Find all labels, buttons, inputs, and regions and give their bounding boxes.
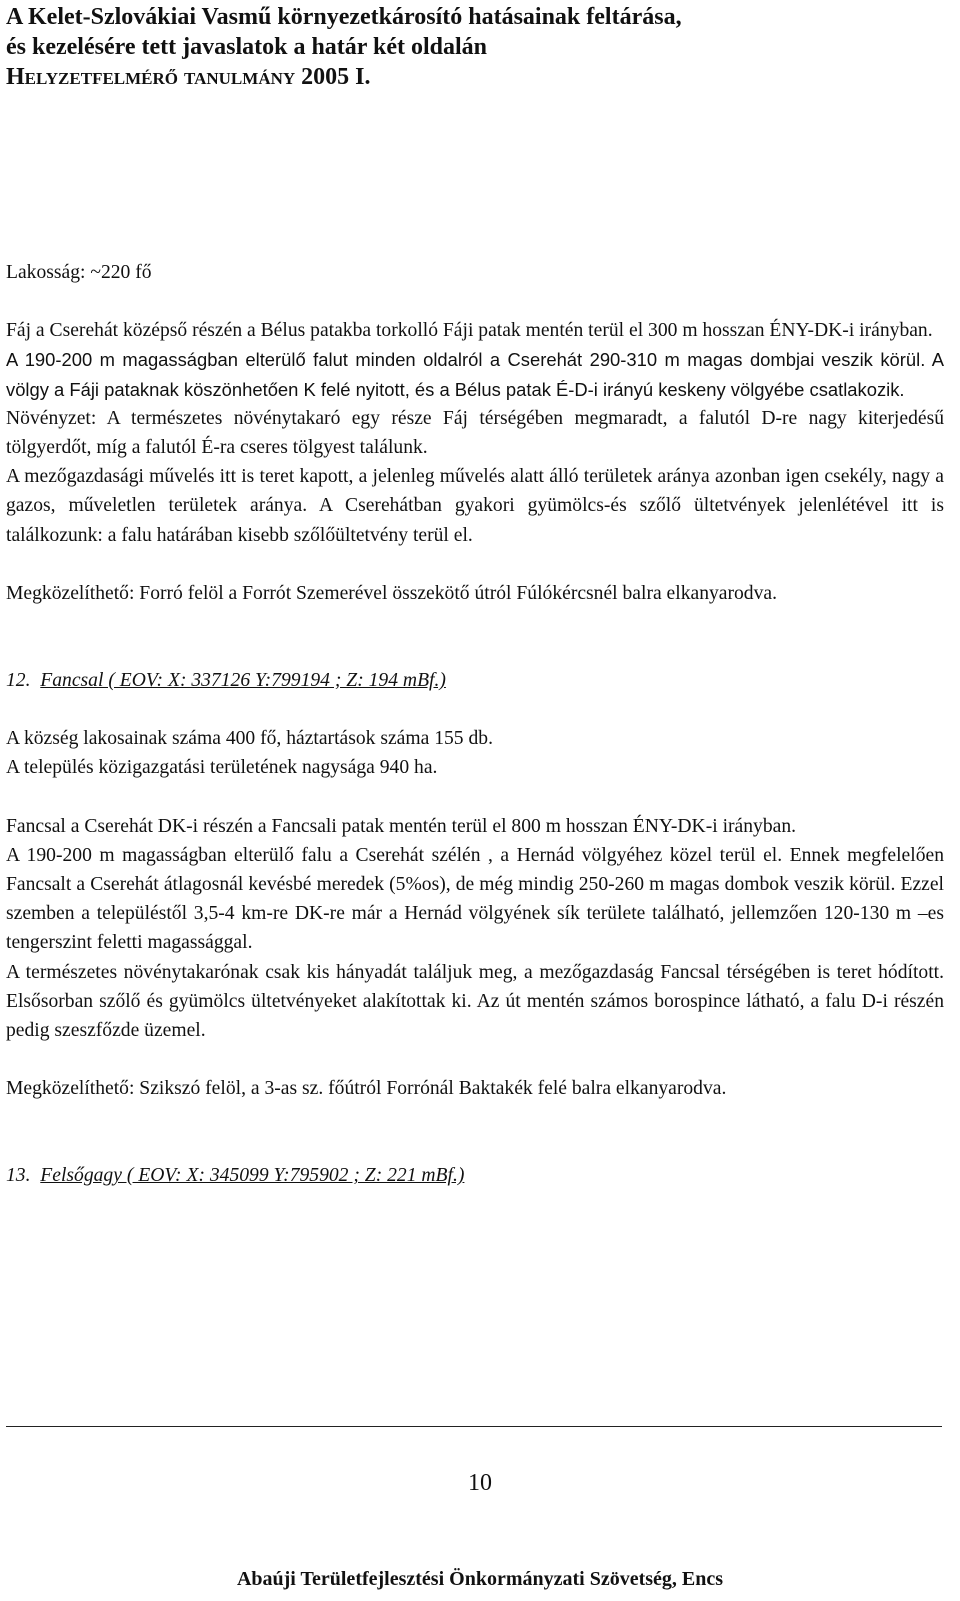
document-body	[6, 258, 944, 1191]
population-line: Lakosság: ~220 fő	[6, 262, 152, 283]
section-number: 13.	[6, 1165, 31, 1187]
section-heading-12	[6, 666, 944, 695]
paragraph-vegetation: A természetes növénytakarónak csak kis hányadát találjuk meg, a mezőgazdaság Fancsal térségében is teret hódított. Elsősorban szőlő és gyümölcs ültetvényeket alakítottak ki. Az út mentén számos borospince látható, a falu D-i részén pedig szeszfőzde üzemel.	[6, 961, 944, 1042]
paragraph-access: Megközelíthető: Forró felöl a Forrót Szemerével összekötő útról Fúlókércsnél balra elkanyarodva.	[6, 582, 777, 604]
header-title-line-1: A Kelet-Szlovákiai Vasmű környezetkárosító hatásainak feltárása,	[6, 4, 682, 30]
section-title-link[interactable]: Fancsal ( EOV: X: 337126 Y:799194 ; Z: 194 mBf.)	[40, 670, 446, 692]
paragraph-access: Megközelíthető: Szikszó felöl, a 3-as sz. főútról Forrónál Baktakék felé balra elkanyarodva.	[6, 1078, 727, 1100]
paragraph-agriculture: A mezőgazdasági művelés itt is teret kapott, a jelenleg művelés alatt álló területek aránya azonban igen csekély, nagy a gazos, műveletlen területek aránya. A Cserehátban gyakori gyümölcs-és szőlő ültetvények jelenlétével itt is találkozunk: a falu határában kisebb szőlőültetvény terül el.	[6, 466, 944, 546]
section-heading-13	[6, 1161, 944, 1190]
footer-organization: Abaúji Területfejlesztési Önkormányzati Szövetség, Encs	[236, 1568, 724, 1590]
page-number: 10	[468, 1470, 492, 1496]
paragraph-relief: A 190-200 m magasságban elterülő falu a Cserehát szélén , a Hernád völgyéhez közel terül el. Ennek megfelelően Fancsalt a Cserehát átlagosnál kevésbé meredek (5%os), de még mindig 250-260 m magas dombok veszik körül. Ezzel szemben a településtől 3,5-4 km-re DK-re már a Hernád völgyének sík területe található, jellemzően 120-130 m –es tengerszint feletti magassággal.	[6, 844, 944, 954]
paragraph-residents: A község lakosainak száma 400 fő, háztartások száma 155 db.	[6, 728, 493, 750]
section-title-link[interactable]: Felsőgagy ( EOV: X: 345099 Y:795902 ; Z: 221 mBf.)	[40, 1165, 465, 1187]
paragraph-location: Fáj a Cserehát középső részén a Bélus patakba torkolló Fáji patak mentén terül el 300 m hosszan ÉNY-DK-i irányban.	[6, 320, 933, 342]
paragraph-vegetation: Növényzet: A természetes növénytakaró egy része Fáj térségében megmaradt, a falutól D-re nagy kiterjedésű tölgyerdőt, míg a falutól É-ra cseres tölgyest találunk.	[6, 407, 944, 459]
paragraph-location: Fancsal a Cserehát DK-i részén a Fancsali patak mentén terül el 800 m hosszan ÉNY-DK-i irányban.	[6, 815, 797, 837]
document-header	[6, 2, 946, 92]
paragraph-relief: A 190-200 m magasságban elterülő falut minden oldalról a Cserehát 290-310 m magas dombjai veszik körül. A völgy a Fáji pataknak köszönhetően K felé nyitott, és a Bélus patak É-D-i irányú keskeny völgyébe csatlakozik.	[6, 349, 944, 400]
section-number: 12.	[6, 670, 31, 692]
header-subtitle: Helyzetfelmérő tanulmány 2005 I.	[6, 64, 371, 90]
paragraph-area: A település közigazgatási területének nagysága 940 ha.	[6, 757, 438, 779]
header-title-line-2: és kezelésére tett javaslatok a határ két oldalán	[6, 34, 488, 60]
footer-divider	[6, 1426, 942, 1427]
